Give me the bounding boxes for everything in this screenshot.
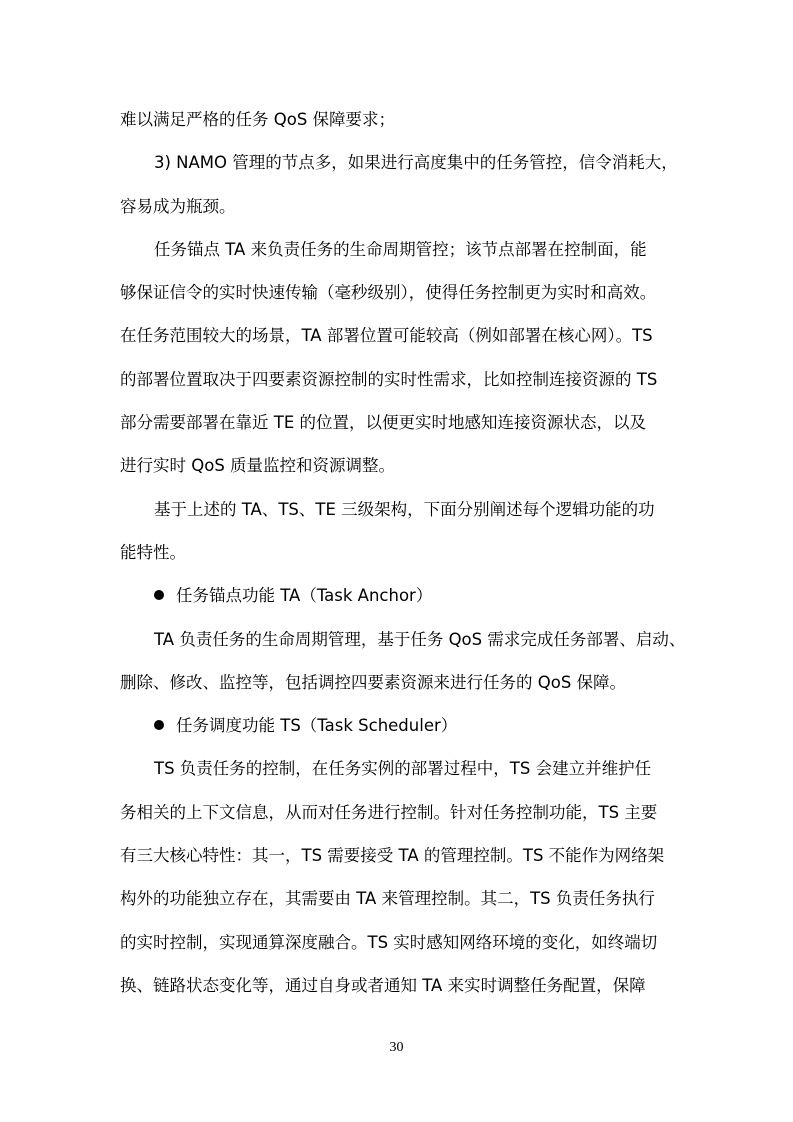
bullet-item-task-anchor — [120, 574, 676, 617]
text-line: 容易成为瓶颈。 — [120, 196, 236, 216]
text-line: 进行实时 QoS 质量监控和资源调整。 — [120, 456, 396, 476]
bullet-item-task-scheduler — [120, 704, 676, 747]
bullet-icon — [154, 720, 164, 730]
text-line: 构外的功能独立存在，其需要由 TA 来管理控制。其二，TS 负责任务执行 — [120, 889, 655, 909]
bullet-text: 任务锚点功能 TA（Task Anchor） — [176, 586, 433, 606]
text-line: TS 负责任务的控制，在任务实例的部署过程中，TS 会建立并维护任 — [154, 759, 652, 779]
text-line: 基于上述的 TA、TS、TE 三级架构，下面分别阐述每个逻辑功能的功 — [154, 499, 655, 519]
text-line: 难以满足严格的任务 QoS 保障要求； — [120, 110, 396, 129]
text-line: 有三大核心特性：其一，TS 需要接受 TA 的管理控制。TS 不能作为网络架 — [120, 846, 665, 866]
page-number: 30 — [389, 1040, 404, 1055]
body-text — [120, 98, 686, 1007]
text-line: 3) NAMO 管理的节点多，如果进行高度集中的任务管控，信令消耗大， — [154, 153, 678, 173]
text-line: 的实时控制，实现通算深度融合。TS 实时感知网络环境的变化，如终端切 — [120, 932, 658, 952]
text-line: 够保证信令的实时快速传输（毫秒级别），使得任务控制更为实时和高效。 — [120, 283, 657, 303]
text-line: 能特性。 — [120, 542, 186, 562]
text-line: TA 负责任务的生命周期管理，基于任务 QoS 需求完成任务部署、启动、 — [154, 629, 686, 649]
text-line: 部分需要部署在靠近 TE 的位置，以便更实时地感知连接资源状态，以及 — [120, 413, 646, 433]
text-line: 换、链路状态变化等，通过自身或者通知 TA 来实时调整任务配置，保障 — [120, 975, 646, 995]
text-line: 务相关的上下文信息，从而对任务进行控制。针对任务控制功能，TS 主要 — [120, 802, 658, 822]
text-line: 在任务范围较大的场景，TA 部署位置可能较高（例如部署在核心网）。TS — [120, 326, 653, 346]
text-line: 的部署位置取决于四要素资源控制的实时性需求，比如控制连接资源的 TS — [120, 369, 658, 389]
text-line: 任务锚点 TA 来负责任务的生命周期管控；该节点部署在控制面，能 — [154, 239, 647, 259]
text-line: 删除、修改、监控等，包括调控四要素资源来进行任务的 QoS 保障。 — [120, 672, 627, 692]
bullet-icon — [154, 590, 164, 600]
bullet-text: 任务调度功能 TS（Task Scheduler） — [176, 716, 458, 736]
